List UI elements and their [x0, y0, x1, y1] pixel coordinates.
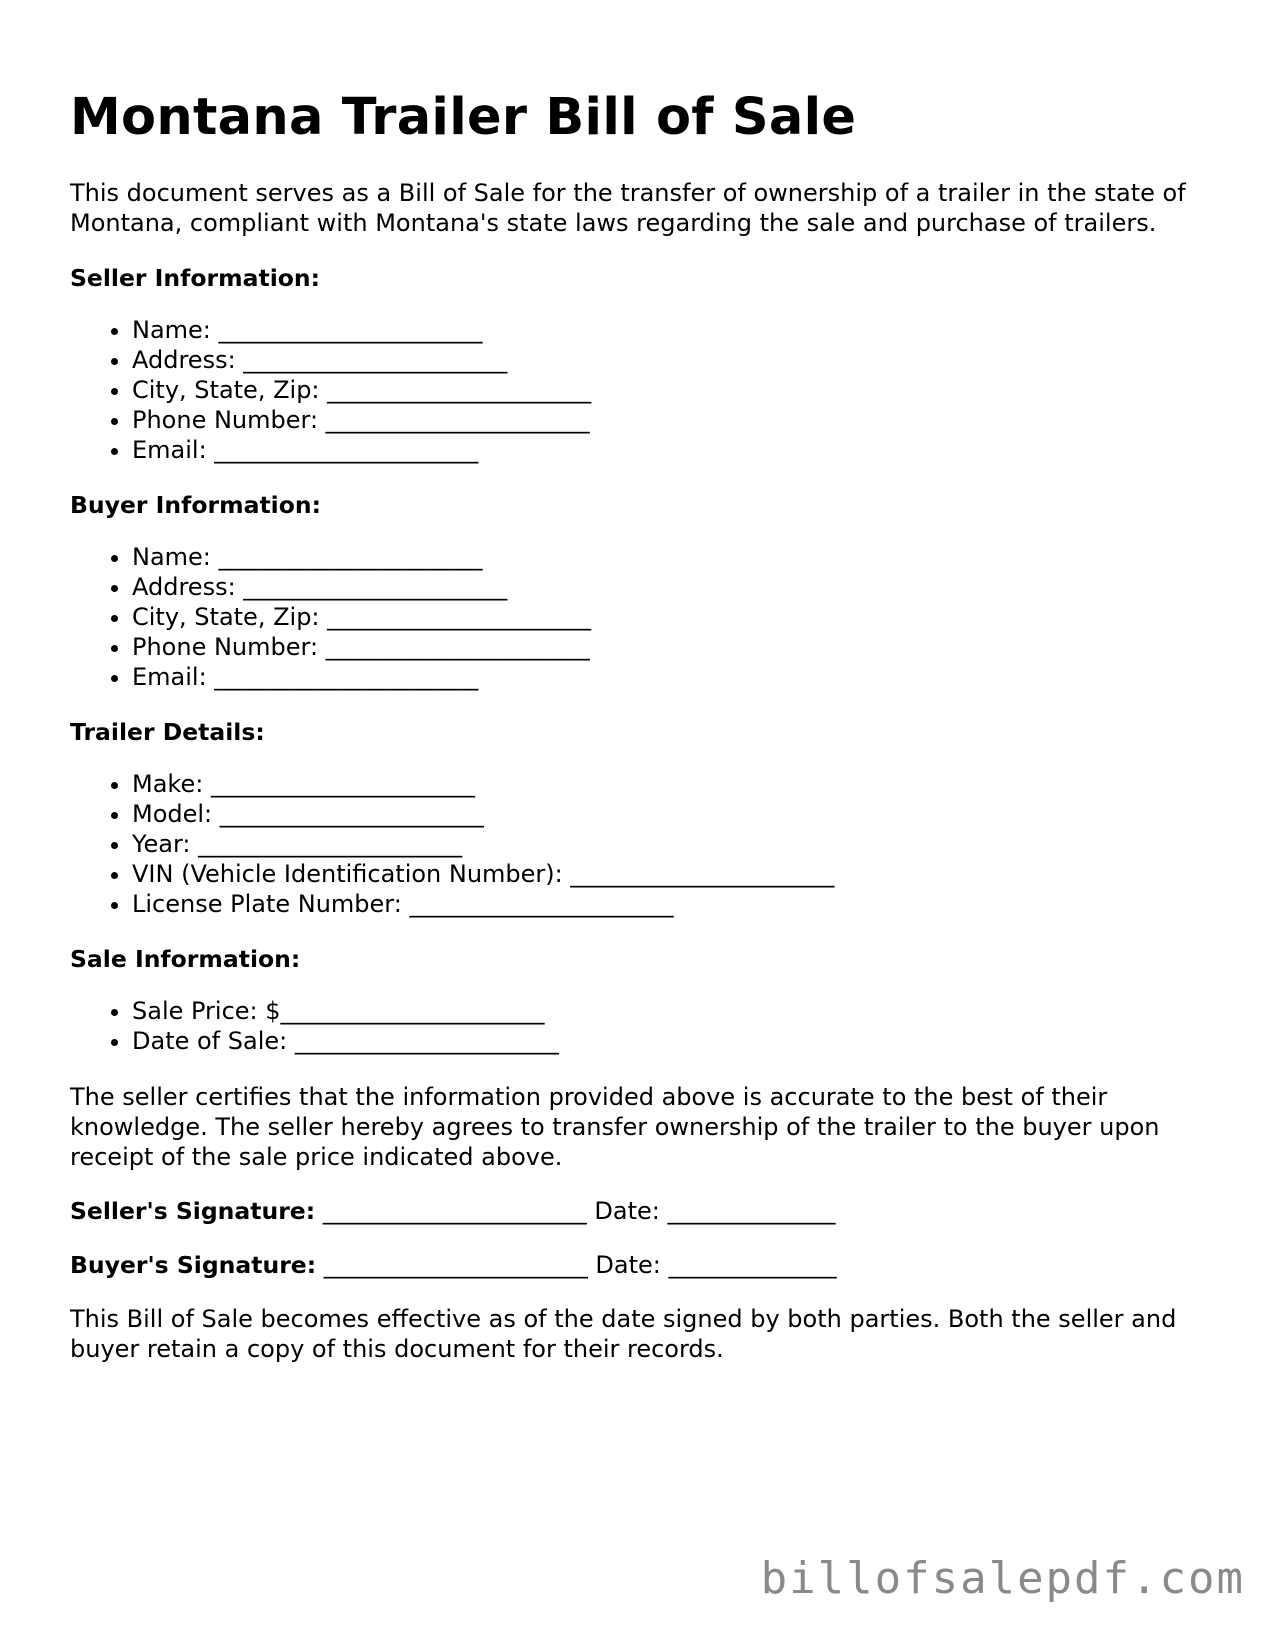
trailer-vin-field: • VIN (Vehicle Identification Number): ______________________ [132, 859, 1210, 889]
trailer-field-list [70, 769, 1210, 919]
trailer-section-heading: Trailer Details: [70, 718, 265, 746]
buyer-section-heading: Buyer Information: [70, 491, 322, 519]
buyer-signature-blanks: ______________________ Date: ______________ [316, 1251, 837, 1279]
trailer-year-field: • Year: ______________________ [132, 829, 1210, 859]
buyer-phone-field: • Phone Number: ______________________ [132, 632, 1210, 662]
document-title: Montana Trailer Bill of Sale [70, 88, 857, 147]
seller-field-list [70, 315, 1210, 465]
sale-price-field: • Sale Price: $______________________ [132, 996, 1210, 1026]
sale-date-field: • Date of Sale: ______________________ [132, 1026, 1210, 1056]
sale-section-heading: Sale Information: [70, 945, 301, 973]
buyer-signature-label: Buyer's Signature: [70, 1251, 317, 1279]
seller-address-field: • Address: ______________________ [132, 345, 1210, 375]
bill-of-sale-document [70, 88, 1210, 1364]
buyer-city-state-zip-field: • City, State, Zip: ______________________ [132, 602, 1210, 632]
sale-field-list [70, 996, 1210, 1056]
seller-email-field: • Email: ______________________ [132, 435, 1210, 465]
trailer-license-plate-field: • License Plate Number: ______________________ [132, 889, 1210, 919]
seller-signature-line [70, 1196, 1210, 1226]
buyer-address-field: • Address: ______________________ [132, 572, 1210, 602]
watermark-logo: billofsalepdf.com [760, 1553, 1245, 1604]
trailer-make-field: • Make: ______________________ [132, 769, 1210, 799]
effective-paragraph: This Bill of Sale becomes effective as of the date signed by both parties. Both the seller and buyer retain a copy of this document for their records. [70, 1305, 1177, 1363]
seller-name-field: • Name: ______________________ [132, 315, 1210, 345]
seller-phone-field: • Phone Number: ______________________ [132, 405, 1210, 435]
buyer-field-list [70, 542, 1210, 692]
buyer-signature-line [70, 1250, 1210, 1280]
certification-paragraph: The seller certifies that the information provided above is accurate to the best of their knowledge. The seller hereby agrees to transfer ownership of the trailer to the buyer upon receipt of the sale price indicated above. [70, 1083, 1160, 1171]
seller-signature-label: Seller's Signature: [70, 1197, 316, 1225]
intro-paragraph: This document serves as a Bill of Sale for the transfer of ownership of a trailer in the state of Montana, compliant with Montana's state laws regarding the sale and purchase of trailers. [70, 179, 1186, 237]
trailer-model-field: • Model: ______________________ [132, 799, 1210, 829]
buyer-name-field: • Name: ______________________ [132, 542, 1210, 572]
seller-signature-blanks: ______________________ Date: ______________ [315, 1197, 836, 1225]
buyer-email-field: • Email: ______________________ [132, 662, 1210, 692]
seller-section-heading: Seller Information: [70, 264, 321, 292]
seller-city-state-zip-field: • City, State, Zip: ______________________ [132, 375, 1210, 405]
